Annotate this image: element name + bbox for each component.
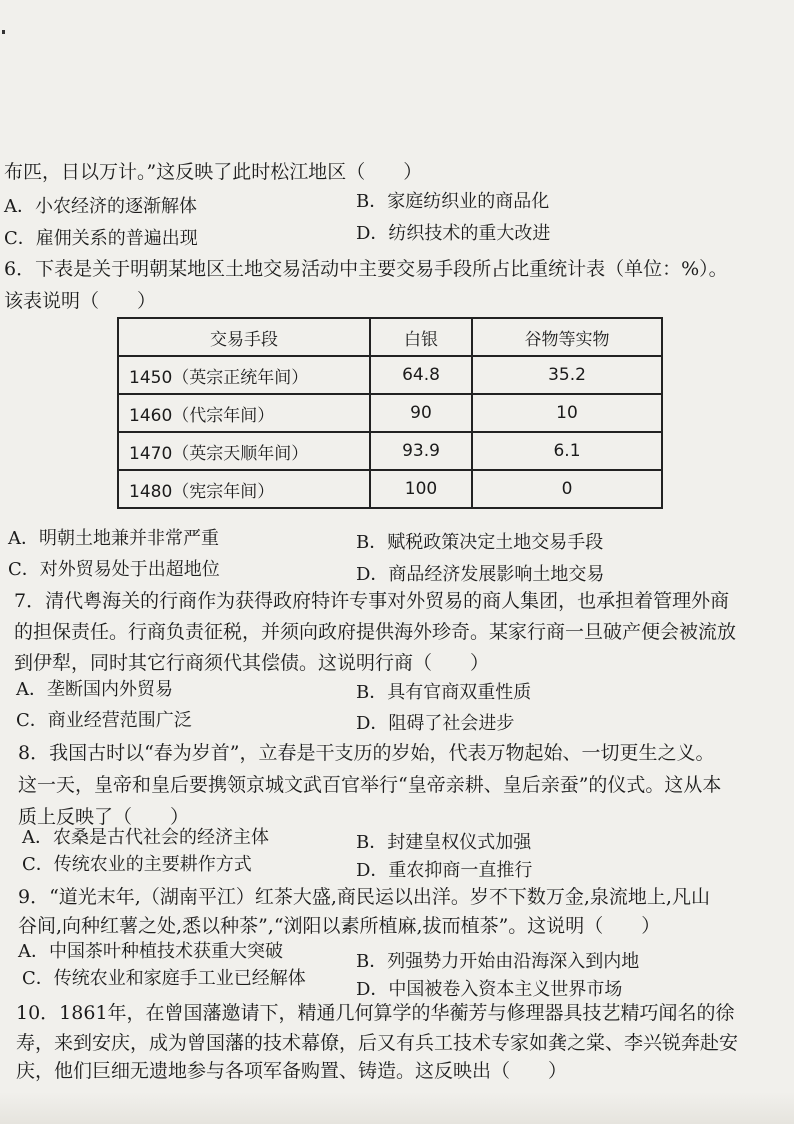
q5-option-b: B．家庭纺织业的商品化 [356,191,550,212]
q8-option-d: D．重农抑商一直推行 [356,860,533,881]
table-cell-goods: 0 [472,470,662,508]
table-row [118,356,662,394]
q7-option-a: A．垄断国内外贸易 [16,679,173,700]
q9-option-c: C．传统农业和家庭手工业已经解体 [22,968,306,989]
q9-line2: 谷间,向种红薯之处,悉以种茶”,“浏阳以素所植麻,拔而植茶”。这说明（ ） [18,915,661,937]
table-cell-goods: 10 [472,394,662,432]
q6-stem-line1: 6．下表是关于明朝某地区土地交易活动中主要交易手段所占比重统计表（单位：%）。 [4,258,728,280]
table-cell-year: 1450（英宗正统年间） [118,356,370,394]
q7-option-d: D．阻碍了社会进步 [356,713,515,734]
q6-option-d: D．商品经济发展影响土地交易 [356,564,605,585]
table-row [118,394,662,432]
q8-line3: 质上反映了（ ） [18,806,190,828]
q6-stem-line2: 该表说明（ ） [4,290,157,312]
q7-line1: 7．清代粤海关的行商作为获得政府特许专事对外贸易的商人集团，也承担着管理外商 [14,590,730,612]
table-cell-silver: 90 [370,394,472,432]
table-row [118,432,662,470]
q8-option-b: B．封建皇权仪式加强 [356,832,532,853]
table-cell-year: 1480（宪宗年间） [118,470,370,508]
table-cell-goods: 6.1 [472,432,662,470]
q7-line3: 到伊犁，同时其它行商须代其偿债。这说明行商（ ） [14,652,490,674]
table-header-row [118,318,662,356]
table-cell-silver: 93.9 [370,432,472,470]
q9-option-a: A．中国茶叶种植技术获重大突破 [18,941,283,962]
table-cell-year: 1460（代宗年间） [118,394,370,432]
q7-option-c: C．商业经营范围广泛 [16,710,192,731]
q5-option-a: A．小农经济的逐渐解体 [4,196,197,217]
table-cell-year: 1470（英宗天顺年间） [118,432,370,470]
page-bottom-edge [0,1092,794,1124]
q7-line2: 的担保责任。行商负责征税，并须向政府提供海外珍奇。某家行商一旦破产便会被流放 [14,621,737,643]
q8-option-c: C．传统农业的主要耕作方式 [22,854,252,875]
q6-data-table [117,317,663,509]
table-header-silver: 白银 [370,318,472,356]
table-row [118,470,662,508]
table-header-goods: 谷物等实物 [472,318,662,356]
q5-option-d: D．纺织技术的重大改进 [356,223,551,244]
q9-line1: 9．“道光末年,（湖南平江）红茶大盛,商民运以出洋。岁不下数万金,泉流地上,凡山 [18,886,710,908]
q8-line1: 8．我国古时以“春为岁首”，立春是干支历的岁始，代表万物起始、一切更生之义。 [18,742,715,764]
q10-line2: 寿，来到安庆，成为曾国藩的技术幕僚，后又有兵工技术专家如龚之棠、李兴锐奔赴安 [16,1032,739,1054]
scan-speck [2,30,5,34]
table-header-method: 交易手段 [118,318,370,356]
q9-option-d: D．中国被卷入资本主义世界市场 [356,979,623,1000]
q6-option-b: B．赋税政策决定土地交易手段 [356,532,604,553]
table-cell-silver: 64.8 [370,356,472,394]
q5-stem-end: 布匹，日以万计。”这反映了此时松江地区（ ） [4,161,423,183]
q8-line2: 这一天，皇帝和皇后要携领京城文武百官举行“皇帝亲耕、皇后亲蚕”的仪式。这从本 [18,774,722,796]
q8-option-a: A．农桑是古代社会的经济主体 [22,827,269,848]
q7-option-b: B．具有官商双重性质 [356,682,532,703]
q6-option-c: C．对外贸易处于出超地位 [8,559,220,580]
q9-option-b: B．列强势力开始由沿海深入到内地 [356,951,640,972]
q10-line1: 10．1861年，在曾国藩邀请下，精通几何算学的华蘅芳与修理器具技艺精巧闻名的徐 [16,1002,735,1024]
q5-option-c: C．雇佣关系的普遍出现 [4,228,198,249]
table-cell-silver: 100 [370,470,472,508]
table-cell-goods: 35.2 [472,356,662,394]
q10-line3: 庆，他们巨细无遗地参与各项军备购置、铸造。这反映出（ ） [16,1060,568,1082]
q6-option-a: A．明朝土地兼并非常严重 [8,528,219,549]
